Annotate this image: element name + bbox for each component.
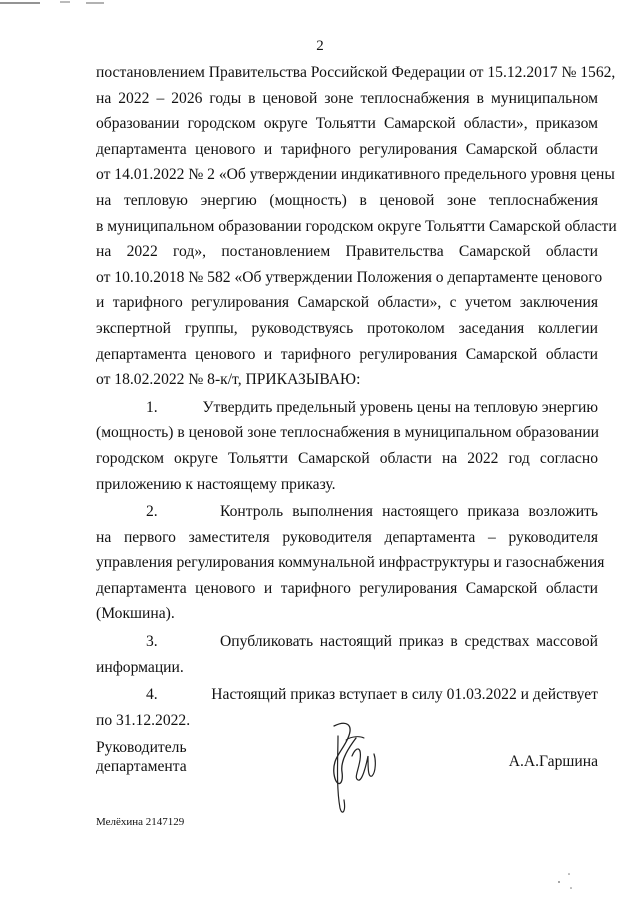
item-text: Контроль выполнения настоящего приказа возложить	[220, 503, 598, 521]
order-item-3	[96, 629, 598, 680]
preamble-line: департамента ценового и тарифного регулирования Самарской области	[96, 345, 598, 363]
preamble-line: на 2022 год», постановлением Правительства Самарской области	[96, 243, 598, 261]
signatory-title	[96, 738, 187, 776]
item-line: городском округе Тольятти Самарской области на 2022 год согласно	[96, 449, 598, 467]
item-text: Утвердить предельный уровень цены на тепловую энергию	[202, 398, 598, 416]
item-text: Опубликовать настоящий приказ в средствах массовой	[220, 633, 598, 651]
signatory-name: А.А.Гаршина	[508, 753, 598, 770]
order-item-2	[96, 499, 605, 627]
item-number: 4.	[146, 686, 158, 704]
item-text: Настоящий приказ вступает в силу 01.03.2022 и действует	[211, 686, 598, 704]
item-line: информации.	[96, 658, 184, 676]
preamble-line: от 14.01.2022 № 2 «Об утверждении индикативного предельного уровня цены	[96, 166, 615, 184]
scan-edge-mark	[0, 0, 110, 10]
item-number: 1.	[146, 398, 158, 416]
order-item-1	[96, 395, 598, 497]
preamble-line: от 10.10.2018 № 582 «Об утверждении Положения о департаменте ценового	[96, 268, 603, 286]
preamble-line: на 2022 – 2026 годы в ценовой зоне теплоснабжения в муниципальном	[96, 89, 598, 107]
item-line: по 31.12.2022.	[96, 711, 191, 729]
item-line: приложению к настоящему приказу.	[96, 475, 336, 493]
signatory-title-line: департамента	[96, 758, 187, 775]
preamble-line: от 18.02.2022 № 8-к/т, ПРИКАЗЫВАЮ:	[96, 371, 361, 389]
signature-block	[96, 738, 598, 828]
preamble-line: департамента ценового и тарифного регулирования Самарской области	[96, 140, 598, 158]
executor-contact: Мелёхина 2147129	[96, 816, 185, 828]
page-number: 2	[316, 38, 324, 54]
item-line: управления регулирования коммунальной инфраструктуры и газоснабжения	[96, 554, 605, 572]
item-number: 3.	[146, 633, 158, 651]
handwritten-signature	[324, 716, 380, 826]
scan-speck	[555, 868, 585, 898]
order-body	[96, 60, 617, 733]
item-line: (Мокшина).	[96, 605, 175, 623]
item-number: 2.	[146, 503, 158, 521]
preamble-line: постановлением Правительства Российской Федерации от 15.12.2017 № 1562,	[96, 64, 616, 81]
preamble-line: экспертной группы, руководствуясь протоколом заседания коллегии	[96, 319, 598, 337]
preamble-line: и тарифного регулирования Самарской области», с учетом заключения	[96, 294, 598, 312]
item-line: (мощность) в ценовой зоне теплоснабжения в муниципальном образовании	[96, 424, 600, 442]
preamble	[96, 60, 617, 393]
signatory-title-line: Руководитель	[96, 739, 187, 756]
item-line: на первого заместителя руководителя департамента – руководителя	[96, 528, 598, 546]
preamble-line: в муниципальном образовании городском округе Тольятти Самарской области	[96, 217, 617, 235]
preamble-line: образовании городском округе Тольятти Самарской области», приказом	[96, 115, 598, 133]
preamble-line: на тепловую энергию (мощность) в ценовой зоне теплоснабжения	[96, 191, 598, 209]
item-line: департамента ценового и тарифного регулирования Самарской области	[96, 579, 598, 597]
